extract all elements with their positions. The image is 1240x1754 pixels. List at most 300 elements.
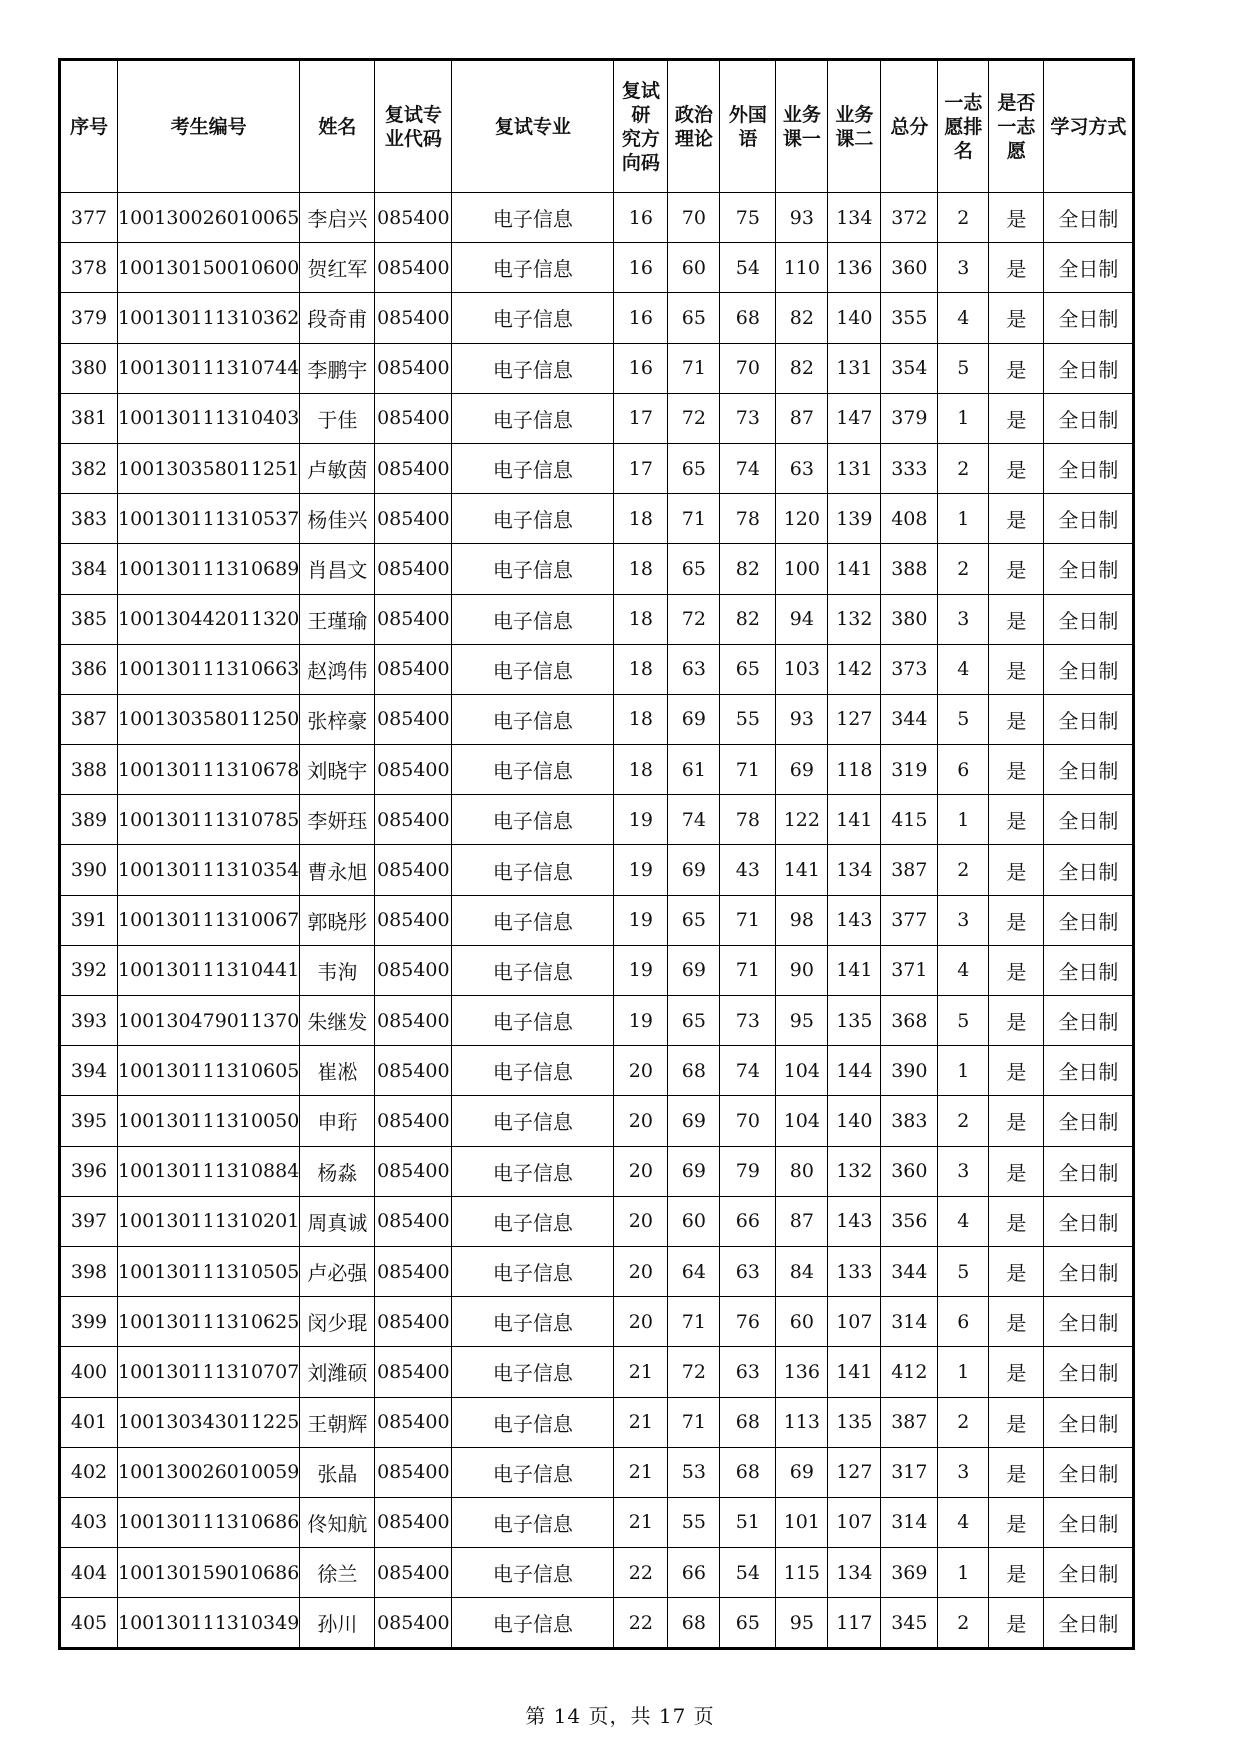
header-first-choice-rank [938,60,989,193]
direction-code-cell: 20 [614,1096,668,1146]
major-code-cell: 085400 [375,293,452,343]
direction-code-cell: 16 [614,293,668,343]
serial-cell: 387 [60,694,118,744]
first-choice-cell: 是 [989,594,1044,644]
first-choice-cell: 是 [989,1297,1044,1347]
table-row [60,1397,1134,1447]
table-row [60,945,1134,995]
course-one-cell: 93 [776,694,828,744]
foreign-language-cell: 75 [720,193,776,243]
first-choice-cell: 是 [989,193,1044,243]
header-text-line: 名 [953,139,973,162]
direction-code-cell: 19 [614,996,668,1046]
course-one-cell: 94 [776,594,828,644]
table-row [60,494,1134,544]
foreign-language-cell: 63 [720,1347,776,1397]
study-mode-cell: 全日制 [1044,1347,1134,1397]
direction-code-cell: 21 [614,1347,668,1397]
header-text-line: 姓名 [318,115,357,138]
major-cell: 电子信息 [452,1347,614,1397]
rank-cell: 5 [938,343,989,393]
course-one-cell: 82 [776,293,828,343]
politics-cell: 65 [668,996,720,1046]
name-cell: 申珩 [300,1096,375,1146]
course-two-cell: 107 [828,1497,881,1547]
name-cell: 朱继发 [300,996,375,1046]
name-cell: 孙川 [300,1598,375,1649]
course-two-cell: 127 [828,1447,881,1497]
study-mode-cell: 全日制 [1044,393,1134,443]
study-mode-cell: 全日制 [1044,1447,1134,1497]
name-cell: 赵鸿伟 [300,644,375,694]
total-cell: 408 [881,494,938,544]
first-choice-cell: 是 [989,1096,1044,1146]
major-code-cell: 085400 [375,845,452,895]
politics-cell: 65 [668,443,720,493]
course-two-cell: 136 [828,243,881,293]
major-code-cell: 085400 [375,895,452,945]
table-row [60,1497,1134,1547]
course-two-cell: 134 [828,193,881,243]
major-cell: 电子信息 [452,1548,614,1598]
course-two-cell: 133 [828,1246,881,1296]
candidate-id-cell: 100130111310625 [118,1297,300,1347]
major-code-cell: 085400 [375,193,452,243]
table-row [60,594,1134,644]
first-choice-cell: 是 [989,945,1044,995]
name-cell: 刘潍硕 [300,1347,375,1397]
header-text-line: 复试专业 [494,115,571,138]
table-row [60,745,1134,795]
study-mode-cell: 全日制 [1044,945,1134,995]
foreign-language-cell: 78 [720,494,776,544]
politics-cell: 72 [668,1347,720,1397]
candidate-id-cell: 100130026010065 [118,193,300,243]
direction-code-cell: 18 [614,694,668,744]
rank-cell: 3 [938,895,989,945]
header-text-line: 究方 [621,127,660,150]
major-code-cell: 085400 [375,745,452,795]
first-choice-cell: 是 [989,845,1044,895]
serial-cell: 399 [60,1297,118,1347]
name-cell: 卢敏茵 [300,443,375,493]
direction-code-cell: 19 [614,945,668,995]
header-text-line: 序号 [69,115,108,138]
course-one-cell: 82 [776,343,828,393]
header-politics [668,60,720,193]
direction-code-cell: 20 [614,1297,668,1347]
major-cell: 电子信息 [452,1447,614,1497]
rank-cell: 1 [938,1548,989,1598]
major-cell: 电子信息 [452,343,614,393]
course-two-cell: 135 [828,1397,881,1447]
foreign-language-cell: 63 [720,1246,776,1296]
total-cell: 390 [881,1046,938,1096]
major-cell: 电子信息 [452,1146,614,1196]
header-text-line: 愿排 [944,115,983,138]
header-text-line: 复试 [621,79,660,102]
course-one-cell: 141 [776,845,828,895]
name-cell: 徐兰 [300,1548,375,1598]
first-choice-cell: 是 [989,243,1044,293]
total-cell: 377 [881,895,938,945]
major-code-cell: 085400 [375,945,452,995]
table-header-row [60,60,1134,193]
direction-code-cell: 18 [614,544,668,594]
total-cell: 317 [881,1447,938,1497]
serial-cell: 401 [60,1397,118,1447]
foreign-language-cell: 68 [720,1397,776,1447]
total-cell: 388 [881,544,938,594]
first-choice-cell: 是 [989,895,1044,945]
table-row [60,644,1134,694]
table-row [60,193,1134,243]
table-body [60,193,1134,1649]
serial-cell: 379 [60,293,118,343]
candidate-id-cell: 100130358011251 [118,443,300,493]
serial-cell: 402 [60,1447,118,1497]
total-cell: 412 [881,1347,938,1397]
direction-code-cell: 16 [614,343,668,393]
rank-cell: 4 [938,1196,989,1246]
total-cell: 372 [881,193,938,243]
name-cell: 闵少琨 [300,1297,375,1347]
direction-code-cell: 21 [614,1447,668,1497]
course-two-cell: 135 [828,996,881,1046]
major-cell: 电子信息 [452,1096,614,1146]
major-cell: 电子信息 [452,193,614,243]
serial-cell: 388 [60,745,118,795]
first-choice-cell: 是 [989,694,1044,744]
table-row [60,1046,1134,1096]
study-mode-cell: 全日制 [1044,1548,1134,1598]
politics-cell: 71 [668,343,720,393]
page-footer: 第 14 页，共 17 页 [525,1704,715,1728]
politics-cell: 72 [668,393,720,443]
course-two-cell: 131 [828,343,881,393]
foreign-language-cell: 70 [720,343,776,393]
candidate-id-cell: 100130442011320 [118,594,300,644]
foreign-language-cell: 71 [720,945,776,995]
name-cell: 段奇甫 [300,293,375,343]
major-code-cell: 085400 [375,1447,452,1497]
foreign-language-cell: 68 [720,1447,776,1497]
candidate-id-cell: 100130111310441 [118,945,300,995]
total-cell: 371 [881,945,938,995]
course-one-cell: 80 [776,1146,828,1196]
header-serial [60,60,118,193]
course-two-cell: 140 [828,1096,881,1146]
politics-cell: 60 [668,243,720,293]
direction-code-cell: 22 [614,1598,668,1649]
name-cell: 李鹏宇 [300,343,375,393]
candidate-id-cell: 100130111310201 [118,1196,300,1246]
name-cell: 李启兴 [300,193,375,243]
serial-cell: 398 [60,1246,118,1296]
candidate-id-cell: 100130111310349 [118,1598,300,1649]
rank-cell: 4 [938,293,989,343]
name-cell: 李妍珏 [300,795,375,845]
header-text-line: 学习方式 [1050,115,1127,138]
direction-code-cell: 20 [614,1046,668,1096]
course-two-cell: 141 [828,945,881,995]
major-cell: 电子信息 [452,895,614,945]
candidate-id-cell: 100130479011370 [118,996,300,1046]
header-text-line: 一志 [997,115,1036,138]
table-row [60,393,1134,443]
table-row [60,996,1134,1046]
header-text-line: 课二 [835,127,874,150]
name-cell: 于佳 [300,393,375,443]
study-mode-cell: 全日制 [1044,1246,1134,1296]
name-cell: 佟知航 [300,1497,375,1547]
course-two-cell: 142 [828,644,881,694]
direction-code-cell: 18 [614,745,668,795]
major-cell: 电子信息 [452,795,614,845]
major-code-cell: 085400 [375,343,452,393]
course-one-cell: 84 [776,1246,828,1296]
study-mode-cell: 全日制 [1044,895,1134,945]
study-mode-cell: 全日制 [1044,745,1134,795]
first-choice-cell: 是 [989,544,1044,594]
rank-cell: 2 [938,544,989,594]
table-row [60,343,1134,393]
major-cell: 电子信息 [452,694,614,744]
direction-code-cell: 18 [614,594,668,644]
foreign-language-cell: 82 [720,594,776,644]
major-code-cell: 085400 [375,996,452,1046]
header-text-line: 考生编号 [170,115,247,138]
politics-cell: 70 [668,193,720,243]
course-two-cell: 132 [828,594,881,644]
direction-code-cell: 19 [614,895,668,945]
politics-cell: 72 [668,594,720,644]
study-mode-cell: 全日制 [1044,1046,1134,1096]
foreign-language-cell: 71 [720,745,776,795]
first-choice-cell: 是 [989,745,1044,795]
candidate-id-cell: 100130111310678 [118,745,300,795]
candidate-id-cell: 100130150010600 [118,243,300,293]
candidate-id-cell: 100130358011250 [118,694,300,744]
header-text-line: 是否 [997,91,1036,114]
politics-cell: 68 [668,1598,720,1649]
politics-cell: 65 [668,544,720,594]
total-cell: 356 [881,1196,938,1246]
foreign-language-cell: 54 [720,1548,776,1598]
serial-cell: 394 [60,1046,118,1096]
course-two-cell: 141 [828,1347,881,1397]
course-two-cell: 139 [828,494,881,544]
table-row [60,1548,1134,1598]
score-table-container [58,58,1135,1650]
table-row [60,795,1134,845]
major-code-cell: 085400 [375,1146,452,1196]
candidate-id-cell: 100130111310744 [118,343,300,393]
course-one-cell: 104 [776,1046,828,1096]
serial-cell: 380 [60,343,118,393]
study-mode-cell: 全日制 [1044,795,1134,845]
course-one-cell: 104 [776,1096,828,1146]
candidate-id-cell: 100130111310537 [118,494,300,544]
name-cell: 刘晓宇 [300,745,375,795]
serial-cell: 391 [60,895,118,945]
table-row [60,293,1134,343]
total-cell: 344 [881,1246,938,1296]
politics-cell: 63 [668,644,720,694]
course-one-cell: 120 [776,494,828,544]
rank-cell: 1 [938,1046,989,1096]
major-cell: 电子信息 [452,1246,614,1296]
direction-code-cell: 18 [614,644,668,694]
major-code-cell: 085400 [375,443,452,493]
name-cell: 卢必强 [300,1246,375,1296]
candidate-id-cell: 100130111310362 [118,293,300,343]
study-mode-cell: 全日制 [1044,544,1134,594]
rank-cell: 5 [938,694,989,744]
rank-cell: 3 [938,594,989,644]
rank-cell: 3 [938,1447,989,1497]
major-cell: 电子信息 [452,644,614,694]
name-cell: 杨佳兴 [300,494,375,544]
study-mode-cell: 全日制 [1044,845,1134,895]
name-cell: 韦洵 [300,945,375,995]
name-cell: 王朝辉 [300,1397,375,1447]
first-choice-cell: 是 [989,1598,1044,1649]
course-one-cell: 87 [776,393,828,443]
course-two-cell: 118 [828,745,881,795]
serial-cell: 396 [60,1146,118,1196]
header-text-line: 研 [631,103,651,126]
candidate-id-cell: 100130111310067 [118,895,300,945]
course-one-cell: 110 [776,243,828,293]
rank-cell: 1 [938,393,989,443]
course-two-cell: 134 [828,845,881,895]
study-mode-cell: 全日制 [1044,594,1134,644]
major-cell: 电子信息 [452,1497,614,1547]
major-code-cell: 085400 [375,1397,452,1447]
foreign-language-cell: 68 [720,293,776,343]
major-code-cell: 085400 [375,544,452,594]
direction-code-cell: 20 [614,1196,668,1246]
politics-cell: 71 [668,1297,720,1347]
politics-cell: 68 [668,1046,720,1096]
direction-code-cell: 21 [614,1497,668,1547]
first-choice-cell: 是 [989,996,1044,1046]
name-cell: 郭晓彤 [300,895,375,945]
table-row [60,1146,1134,1196]
table-row [60,694,1134,744]
header-text-line: 愿 [1006,139,1026,162]
politics-cell: 65 [668,293,720,343]
serial-cell: 392 [60,945,118,995]
foreign-language-cell: 70 [720,1096,776,1146]
politics-cell: 65 [668,895,720,945]
table-row [60,1447,1134,1497]
total-cell: 379 [881,393,938,443]
politics-cell: 71 [668,494,720,544]
major-cell: 电子信息 [452,293,614,343]
name-cell: 周真诚 [300,1196,375,1246]
major-code-cell: 085400 [375,1196,452,1246]
direction-code-cell: 20 [614,1146,668,1196]
rank-cell: 2 [938,443,989,493]
course-two-cell: 117 [828,1598,881,1649]
direction-code-cell: 19 [614,845,668,895]
study-mode-cell: 全日制 [1044,1397,1134,1447]
header-text-line: 业务 [782,103,821,126]
major-cell: 电子信息 [452,594,614,644]
course-one-cell: 69 [776,745,828,795]
candidate-id-cell: 100130111310050 [118,1096,300,1146]
major-cell: 电子信息 [452,1397,614,1447]
course-two-cell: 141 [828,544,881,594]
rank-cell: 1 [938,1347,989,1397]
course-one-cell: 90 [776,945,828,995]
politics-cell: 69 [668,1096,720,1146]
total-cell: 415 [881,795,938,845]
major-code-cell: 085400 [375,594,452,644]
rank-cell: 5 [938,996,989,1046]
major-code-cell: 085400 [375,1096,452,1146]
direction-code-cell: 20 [614,1246,668,1296]
rank-cell: 4 [938,1497,989,1547]
total-cell: 387 [881,1397,938,1447]
table-row [60,443,1134,493]
study-mode-cell: 全日制 [1044,1146,1134,1196]
first-choice-cell: 是 [989,1347,1044,1397]
header-text-line: 业务 [835,103,874,126]
major-cell: 电子信息 [452,1297,614,1347]
major-code-cell: 085400 [375,1497,452,1547]
course-two-cell: 144 [828,1046,881,1096]
direction-code-cell: 16 [614,243,668,293]
candidate-id-cell: 100130111310605 [118,1046,300,1096]
rank-cell: 2 [938,1397,989,1447]
table-row [60,895,1134,945]
total-cell: 333 [881,443,938,493]
major-code-cell: 085400 [375,1598,452,1649]
header-name [300,60,375,193]
rank-cell: 6 [938,1297,989,1347]
course-two-cell: 143 [828,1196,881,1246]
candidate-id-cell: 100130111310403 [118,393,300,443]
foreign-language-cell: 79 [720,1146,776,1196]
total-cell: 373 [881,644,938,694]
candidate-id-cell: 100130111310707 [118,1347,300,1397]
major-cell: 电子信息 [452,845,614,895]
major-cell: 电子信息 [452,996,614,1046]
first-choice-cell: 是 [989,1447,1044,1497]
politics-cell: 69 [668,945,720,995]
course-one-cell: 122 [776,795,828,845]
table-row [60,1598,1134,1649]
foreign-language-cell: 73 [720,393,776,443]
major-cell: 电子信息 [452,1196,614,1246]
candidate-id-cell: 100130111310354 [118,845,300,895]
header-text-line: 复试专 [384,103,442,126]
course-one-cell: 101 [776,1497,828,1547]
direction-code-cell: 21 [614,1397,668,1447]
candidate-id-cell: 100130343011225 [118,1397,300,1447]
total-cell: 355 [881,293,938,343]
major-code-cell: 085400 [375,1297,452,1347]
header-major-code [375,60,452,193]
name-cell: 曹永旭 [300,845,375,895]
study-mode-cell: 全日制 [1044,443,1134,493]
major-code-cell: 085400 [375,644,452,694]
serial-cell: 386 [60,644,118,694]
serial-cell: 404 [60,1548,118,1598]
